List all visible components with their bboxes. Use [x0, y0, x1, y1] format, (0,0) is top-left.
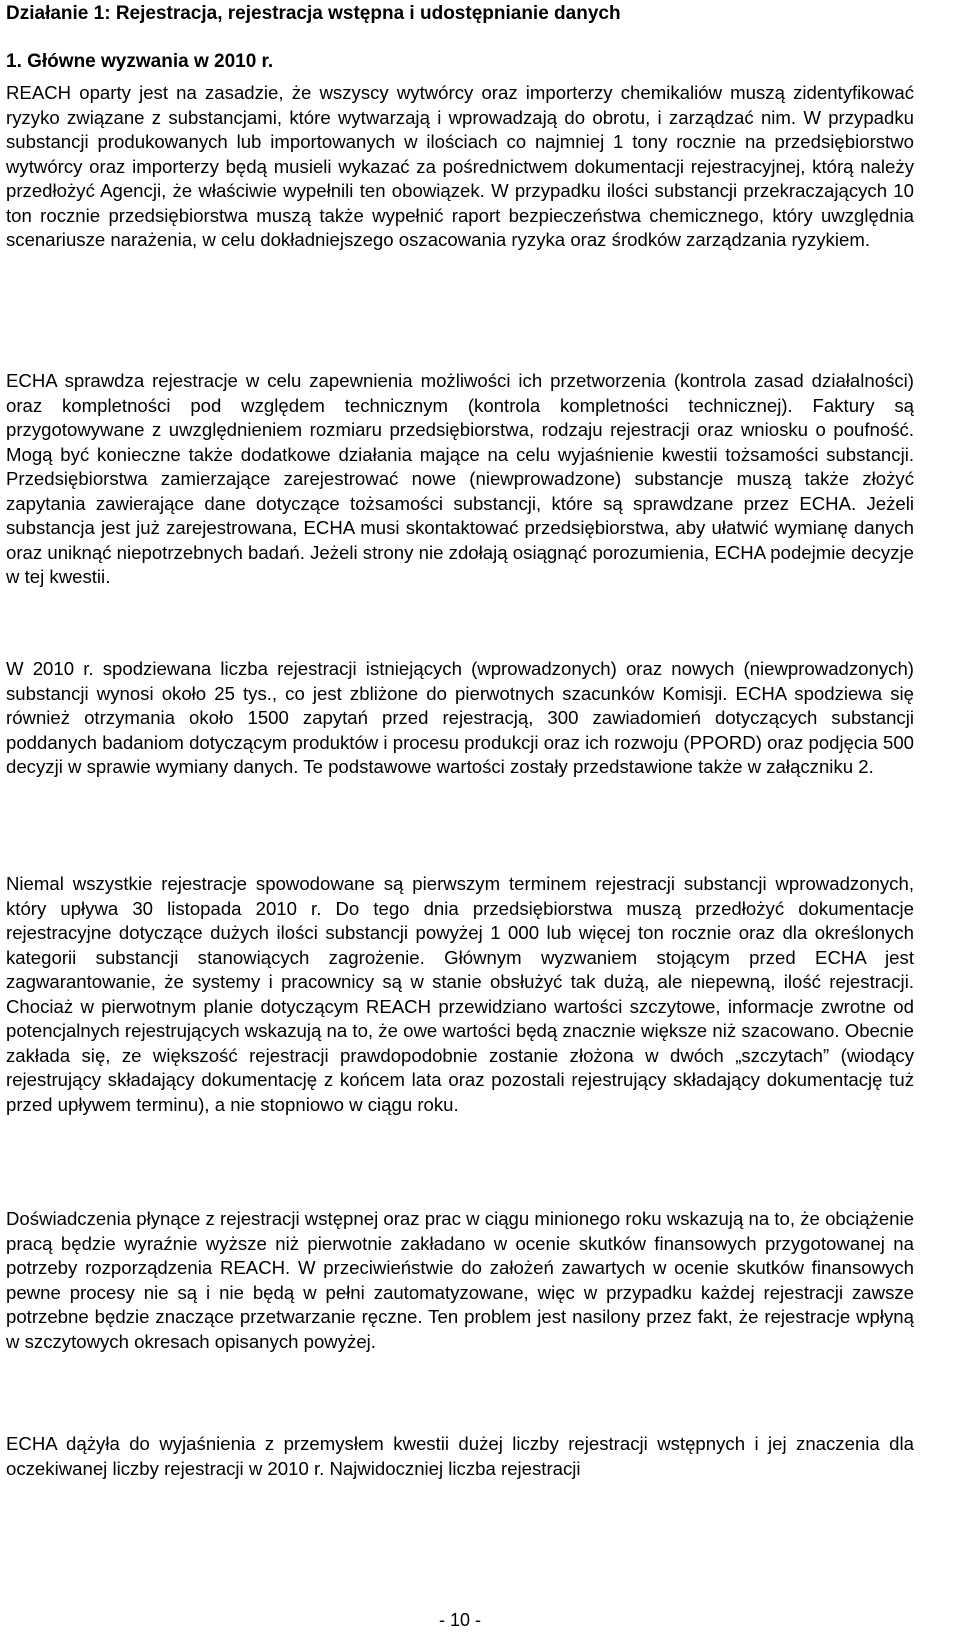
paragraph-reach-principle: REACH oparty jest na zasadzie, że wszyscy wytwórcy oraz importerzy chemikaliów muszą zidentyfikować ryzyko związane z substancjami, które wytwarzają i wprowadzają do obrotu, i zarządzać nim. W przypadku substancji produkowanych lub importowanych w ilościach co najmniej 1 tony rocznie na przedsiębiorstwo wytwórcy oraz importerzy będą musieli wykazać za pośrednictwem dokumentacji rejestracyjnej, którą należy przedłożyć Agencji, że właściwie wypełnili ten obowiązek. W przypadku ilości substancji przekraczających 10 ton rocznie przedsiębiorstwa muszą także wypełnić raport bezpieczeństwa chemicznego, który uwzględnia scenariusze narażenia, w celu dokładniejszego oszacowania ryzyka oraz środków zarządzania ryzykiem.	[6, 82, 914, 250]
paragraph-workload-experience: Doświadczenia płynące z rejestracji wstępnej oraz prac w ciągu minionego roku wskazują na to, że obciążenie pracą będzie wyraźnie wyższe niż pierwotnie zakładano w ocenie skutków finansowych przygotowanej na potrzeby rozporządzenia REACH. W przeciwieństwie do założeń zawartych w ocenie skutków finansowych pewne procesy nie są i nie będą w pełni zautomatyzowane, więc w przypadku każdej rejestracji zawsze potrzebne będzie znaczące przetwarzanie ręczne. Ten problem jest nasilony przez fakt, że rejestracje wpłyną w szczytowych okresach opisanych powyżej.	[6, 1208, 914, 1352]
subsection-title: 1. Główne wyzwania w 2010 r.	[6, 51, 274, 72]
paragraph-expected-registrations: W 2010 r. spodziewana liczba rejestracji istniejących (wprowadzonych) oraz nowych (niewprowadzonych) substancji wynosi około 25 tys., co jest zbliżone do pierwotnych szacunków Komisji. ECHA spodziewa się również otrzymania około 1500 zapytań przed rejestracją, 300 zawiadomień dotyczących substancji poddanych badaniom dotyczącym produktów i procesu produkcji oraz ich rozwoju (PPORD) oraz podjęcia 500 decyzji w sprawie wymiany danych. Te podstawowe wartości zostały przedstawione także w załączniku 2.	[6, 658, 914, 777]
paragraph-echa-checks: ECHA sprawdza rejestracje w celu zapewnienia możliwości ich przetworzenia (kontrola zasad działalności) oraz kompletności pod względem technicznym (kontrola kompletności technicznej). Faktury są przygotowywane z uwzględnieniem rozmiaru przedsiębiorstwa, rodzaju rejestracji oraz wniosku o poufność. Mogą być konieczne także dodatkowe działania mające na celu wyjaśnienie kwestii tożsamości substancji. Przedsiębiorstwa zamierzające zarejestrować nowe (niewprowadzone) substancje muszą także złożyć zapytania zawierające dane dotyczące tożsamości substancji, które są sprawdzane przez ECHA. Jeżeli substancja jest już zarejestrowana, ECHA musi skontaktować przedsiębiorstwa, aby ułatwić wymianę danych oraz uniknąć niepotrzebnych badań. Jeżeli strony nie zdołają osiągnąć porozumienia, ECHA podejmie decyzje w tej kwestii.	[6, 370, 914, 587]
paragraph-registration-deadline: Niemal wszystkie rejestracje spowodowane są pierwszym terminem rejestracji substancji wprowadzonych, który upływa 30 listopada 2010 r. Do tego dnia przedsiębiorstwa muszą przedłożyć dokumentacje rejestracyjne dotyczące dużych ilości substancji powyżej 1 000 lub więcej ton rocznie oraz dla określonych kategorii substancji stanowiących zagrożenie. Głównym wyzwaniem stojącym przed ECHA jest zagwarantowanie, że systemy i pracownicy są w stanie obsłużyć tak dużą, ale niepewną, ilość rejestracji. Chociaż w pierwotnym planie dotyczącym REACH przewidziano wartości szczytowe, informacje zwrotne od potencjalnych rejestrujących wskazują na to, że owe wartości będą znacznie większe niż szacowano. Obecnie zakłada się, ze większość rejestracji prawdopodobnie zostanie złożona w dwóch „szczytach” (wiodący rejestrujący składający dokumentację z końcem lata oraz pozostali rejestrujący składający dokumentację tuż przed upływem terminu), a nie stopniowo w ciągu roku.	[6, 873, 914, 1115]
paragraph-pre-registration-clarification: ECHA dążyła do wyjaśnienia z przemysłem kwestii dużej liczby rejestracji wstępnych i jej znaczenia dla oczekiwanej liczby rejestracji w 2010 r. Najwidoczniej liczba rejestracji	[6, 1433, 914, 1479]
section-title: Działanie 1: Rejestracja, rejestracja wstępna i udostępnianie danych	[6, 3, 621, 24]
page-number: - 10 -	[438, 1610, 481, 1630]
